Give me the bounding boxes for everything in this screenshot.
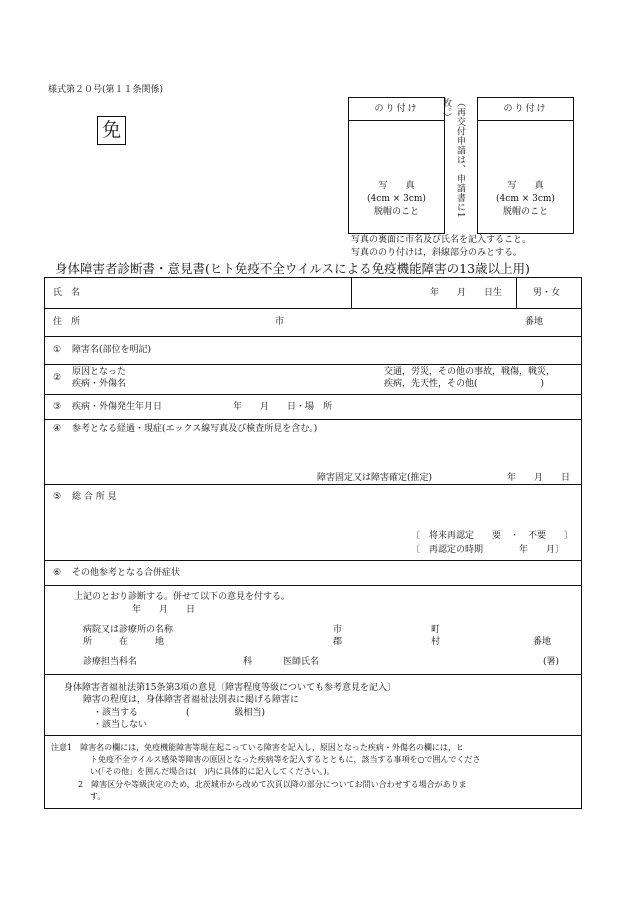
form-number: 様式第２０号(第１１条関係) (48, 85, 164, 95)
note-text: 2 障害区分や等級決定のため，北茨城市から改めて次頁以降の部分についてお問い合わせする場合がありま (78, 780, 467, 789)
hospital-name-label: 病院又は診療所の名称 (83, 625, 174, 635)
item1-number: ① (53, 345, 62, 355)
hospital-city: 市 (333, 625, 343, 635)
opinion-applicable: ・該当する (93, 708, 139, 718)
photo-size: (4cm × 3cm) (496, 194, 555, 204)
onset-date-label: 疾病・外傷発生年月日 (72, 402, 163, 412)
opinion-not-applicable: ・該当しない (93, 720, 148, 730)
hospital-village: 村 (431, 637, 441, 647)
disability-name-label: 障害名(部位を明記) (72, 345, 152, 355)
sex-field: 男・女 (533, 288, 561, 298)
opinion-title: 身体障害者福祉法第15条第3項の意見〔障害程度等級についても参考意見を記入〕 (64, 683, 397, 693)
hospital-town: 町 (431, 625, 441, 635)
photo-note: 写真の裏面に市名及び氏名を記入すること。 (351, 235, 532, 245)
cause-label: 原因となった (72, 367, 127, 377)
item2-number: ② (53, 373, 62, 383)
note-text: す。 (90, 792, 106, 801)
address-label: 住 所 (53, 317, 81, 327)
note-text: い(「その他」を囲んだ場合は( )内に具体的に記入してください。)。 (90, 767, 335, 776)
opinion-grade: ( 級相当) (186, 708, 266, 718)
photo-label: 写 真 (378, 181, 415, 191)
item5-number: ⑤ (53, 492, 62, 502)
address-banchi: 番地 (525, 317, 544, 327)
department-label: 診療担当科名 (83, 657, 138, 667)
photo-size: (4cm × 3cm) (367, 194, 426, 204)
onset-date-place: 年 月 日・場 所 (233, 402, 333, 412)
item4-number: ④ (53, 424, 62, 434)
note-text: 注意1 障害名の欄には，免疫機能障害等現在起こっている障害を記入し，原因となった疾病・外傷名の欄には，ヒ (51, 743, 464, 752)
department-suffix: 科 (243, 657, 253, 667)
physician-name-label: 医師氏名 (283, 657, 320, 667)
form-table (44, 277, 582, 809)
recertification-timing: 〔 再認定の時期 年 月〕 (411, 545, 565, 555)
photo-box-right (477, 97, 574, 234)
address-city: 市 (275, 317, 285, 327)
hospital-gun: 郡 (333, 637, 343, 647)
name-label: 氏 名 (53, 288, 81, 298)
cause-options: 疾病，先天性，その他( ) (384, 379, 545, 389)
photo-hat-note: 脱帽のこと (373, 207, 419, 217)
note-text: ト免疫不全ウイルス感染等障害の原因となった疾病等を記入するとともに，該当する事項を○で囲んでくださ (90, 755, 481, 764)
birth-date: 年 月 日生 (430, 288, 503, 298)
photo-label: 写 真 (507, 181, 544, 191)
fixed-date: 年 月 日 (507, 473, 571, 483)
diagnosis-statement: 上記のとおり診断する。併せて以下の意見を付する。 (74, 592, 291, 602)
diagnosis-date: 年 月 日 (132, 605, 196, 615)
hospital-location-label: 所 在 地 (83, 637, 165, 647)
form-title: 身体障害者診断書・意見書(ヒト免疫不全ウイルスによる免疫機能障害の13歳以上用) (55, 261, 530, 276)
history-label: 参考となる経過・現症(エックス線写真及び検査所見を含む。) (72, 424, 318, 434)
photo-box-left (348, 97, 445, 234)
item3-number: ③ (53, 402, 62, 412)
photo-box-header: のり付け (349, 98, 444, 121)
overall-findings-label: 総 合 所 見 (72, 492, 117, 502)
item6-number: ⑥ (53, 568, 62, 578)
opinion-statement: 障害の程度は，身体障害者福祉法別表に掲げる障害に (83, 695, 300, 705)
recertification: 〔 将来再認定 要 ・ 不要 〕 (411, 531, 574, 541)
photo-hat-note: 脱帽のこと (502, 207, 548, 217)
signature-mark: (署) (543, 657, 560, 667)
hospital-banchi: 番地 (533, 637, 552, 647)
complications-label: その他参考となる合併症状 (72, 568, 181, 578)
fixed-date-label: 障害固定又は障害確定(推定) (317, 473, 433, 483)
exemption-stamp: 免 (97, 116, 126, 145)
reissue-note: （再交付申請は、申請書に1枚。） (441, 98, 465, 219)
photo-box-header: のり付け (478, 98, 573, 121)
photo-note: 写真ののり付けは，斜線部分のみとする。 (351, 248, 523, 258)
cause-options: 交通，労災，その他の事故，戦傷，戦災， (384, 367, 556, 377)
cause-label: 疾病・外傷名 (72, 379, 127, 389)
